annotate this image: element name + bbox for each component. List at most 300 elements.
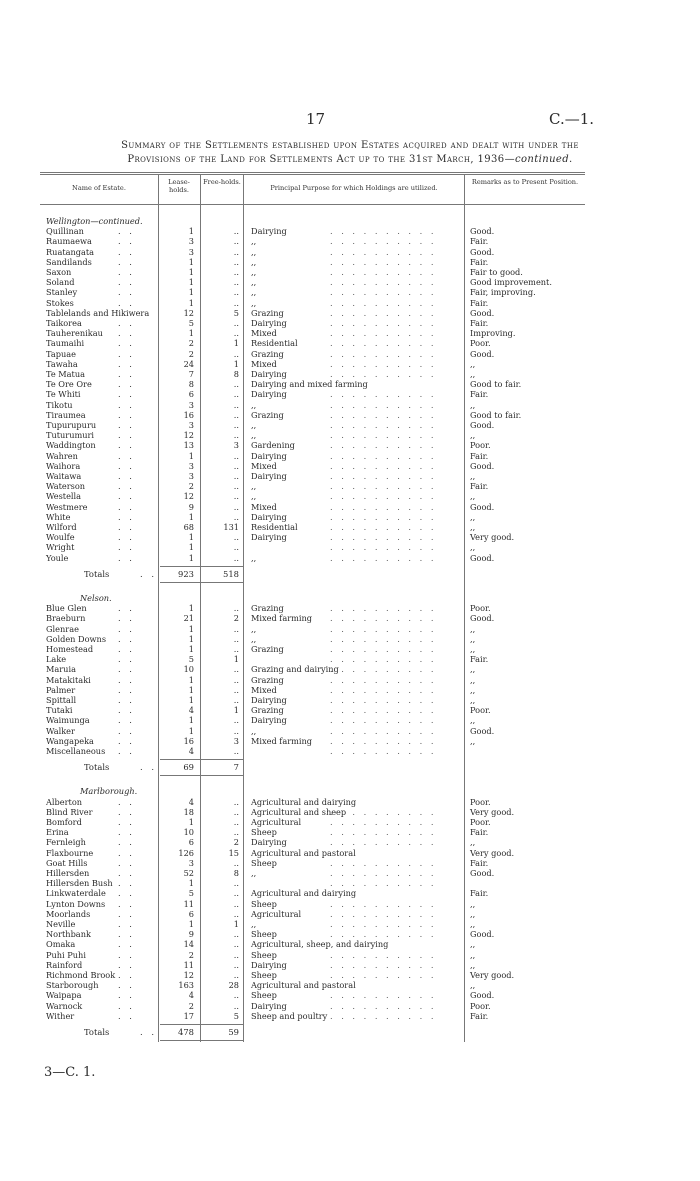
freeholds-value: .. (233, 511, 239, 522)
leader-dots: . . (118, 817, 135, 827)
estate-name: Waimunga (46, 715, 90, 726)
purpose-value: Dairying (251, 369, 287, 379)
leaseholds-value: 10 (183, 664, 194, 675)
leader-dots: . . (118, 471, 135, 481)
leader-dots: . . . . . . . . . . (330, 287, 437, 298)
leaseholds-value: 1 (188, 674, 194, 685)
table-row (40, 502, 585, 512)
remark-value: Fair to good. (470, 267, 523, 277)
leader-dots: . . . . . . . . . . (330, 246, 437, 257)
freeholds-value: .. (233, 878, 239, 889)
table-row (40, 817, 585, 827)
table-row (40, 491, 585, 501)
leaseholds-value: 5 (188, 318, 194, 328)
leader-dots: . . . . . . . . . . (330, 674, 437, 685)
leader-dots: . . . . . . . . . . (330, 491, 437, 502)
table-row (40, 532, 585, 542)
document-code: C.—1. (549, 110, 595, 128)
leaseholds-value: 1 (188, 644, 194, 654)
purpose-value: Sheep (251, 827, 277, 838)
remark-value: Good improvement. (470, 277, 552, 288)
title-continued: continued. (514, 154, 573, 165)
table-row (40, 878, 585, 888)
leader-dots: . . . . . . . . . . (330, 929, 437, 940)
estate-name: Tupurupuru (46, 420, 97, 430)
leaseholds-value: 5 (188, 888, 194, 899)
leaseholds-value: 3 (188, 246, 194, 257)
freeholds-value: .. (233, 226, 239, 237)
leader-dots: . . (118, 389, 135, 400)
purpose-value: Grazing (251, 307, 284, 318)
purpose-value: ,, (251, 236, 257, 247)
table-row (40, 461, 585, 471)
remark-value: Fair. (470, 654, 489, 665)
leaseholds-value: 6 (188, 389, 194, 400)
purpose-value: ,, (251, 297, 257, 308)
freeholds-value: 1 (233, 654, 239, 665)
leaseholds-value: 16 (183, 735, 194, 746)
leader-dots: . . . . . . . . . . (330, 746, 437, 756)
leader-dots: . . (118, 837, 135, 848)
estate-name: Tutaki (46, 705, 73, 716)
totals-label: Totals (84, 1027, 110, 1037)
estate-name: Richmond Brook (46, 970, 116, 980)
table-row (40, 899, 585, 909)
table-row (40, 389, 585, 399)
remark-value: ,, (470, 644, 476, 654)
purpose-value: Dairying (251, 532, 287, 543)
leader-dots: . . (118, 949, 135, 960)
totals-freeholds: 7 (233, 762, 239, 773)
table-row (40, 287, 585, 297)
estate-name: Te Ore Ore (46, 379, 92, 390)
estate-name: Tiraumea (46, 409, 86, 420)
leader-dots: . . (118, 440, 135, 451)
remark-value: ,, (470, 369, 476, 379)
estate-name: Spittall (46, 695, 77, 705)
freeholds-value: 1 (233, 358, 239, 369)
table-row (40, 318, 585, 328)
table-title-line-1: Summary of the Settlements established upon Estates acquired and dealt with under the (121, 140, 579, 151)
table-row (40, 848, 585, 858)
leaseholds-value: 1 (188, 603, 194, 614)
table-row (40, 736, 585, 746)
leader-dots: . . (118, 919, 135, 929)
freeholds-value: .. (233, 491, 239, 502)
leader-dots: . . . . . . . . . . (330, 552, 437, 563)
totals-top-rule (160, 759, 244, 760)
leader-dots: . . . . . . . . . . (330, 725, 437, 736)
leader-dots: . . (118, 623, 135, 634)
freeholds-value: .. (233, 297, 239, 308)
remark-value: Fair. (470, 297, 489, 308)
leader-dots: . . (118, 511, 135, 522)
remark-value: Good. (470, 929, 495, 940)
table-row (40, 634, 585, 644)
freeholds-value: 1 (233, 919, 239, 929)
purpose-value: Agricultural (251, 817, 302, 827)
table-row (40, 451, 585, 461)
table-row (40, 1011, 585, 1021)
estate-name: Moorlands (46, 908, 91, 919)
remark-value: ,, (470, 430, 476, 441)
freeholds-value: .. (233, 460, 239, 471)
purpose-value: Mixed (251, 501, 277, 512)
remark-value: Poor. (470, 440, 491, 451)
leader-dots: . . (118, 338, 135, 349)
remark-value: Good. (470, 990, 495, 1001)
estate-name: Hillersden Bush (46, 878, 113, 889)
freeholds-value: .. (233, 664, 239, 675)
leader-dots: . . (140, 1027, 157, 1037)
leader-dots: . . (118, 246, 135, 257)
remark-value: ,, (470, 919, 476, 929)
leader-dots: . . (118, 1000, 135, 1011)
estate-name: Soland (46, 277, 75, 288)
leader-dots: . . . . . . . . . . (330, 399, 437, 410)
freeholds-value: 1 (233, 338, 239, 349)
remark-value: ,, (470, 633, 476, 644)
leaseholds-value: 1 (188, 532, 194, 543)
remark-value: ,, (470, 715, 476, 726)
purpose-value: Mixed farming (251, 613, 313, 624)
purpose-value: Mixed farming (251, 735, 313, 746)
leader-dots: . . (118, 633, 135, 644)
remark-value: ,, (470, 695, 476, 705)
freeholds-value: .. (233, 389, 239, 400)
estate-name: Neville (46, 919, 76, 929)
estate-name: Westella (46, 491, 82, 502)
estate-name: Waipapa (46, 990, 82, 1001)
remark-value: Good. (470, 501, 495, 512)
leader-dots: . . (118, 695, 135, 705)
leader-dots: . . . . . . . . . . (330, 532, 437, 543)
leader-dots: . . . . . . . . . . (330, 1010, 437, 1021)
table-row (40, 644, 585, 654)
leaseholds-value: 3 (188, 460, 194, 471)
leader-dots: . . . . . . . . . . (330, 837, 437, 848)
totals-label: Totals (84, 762, 110, 773)
freeholds-value: .. (233, 552, 239, 563)
table-row (40, 481, 585, 491)
leaseholds-value: 1 (188, 695, 194, 705)
table-row (40, 929, 585, 939)
purpose-value: Dairying (251, 959, 287, 970)
table-title-line-2 (0, 154, 700, 165)
purpose-value: Agricultural and dairying (251, 796, 357, 807)
remark-value: Poor. (470, 603, 491, 614)
leader-dots: . . (118, 746, 135, 756)
leader-dots: . . (118, 888, 135, 899)
leader-dots: . . (118, 970, 135, 980)
estate-name: Westmere (46, 501, 88, 512)
title-line-2-text: Provisions of the Land for Settlements Act up to the 31st March, 1936— (127, 154, 515, 165)
remark-value: Good. (470, 348, 495, 359)
remark-value: ,, (470, 674, 476, 685)
table-row (40, 858, 585, 868)
purpose-value: Grazing (251, 674, 284, 685)
leader-dots: . . . . . . . . . . (330, 511, 437, 522)
remark-value: Very good. (470, 970, 515, 980)
leader-dots: . . (118, 898, 135, 909)
estate-name: Wangapeka (46, 735, 94, 746)
leader-dots: . . (118, 674, 135, 685)
leaseholds-value: 3 (188, 236, 194, 247)
remark-value: Fair, improving. (470, 287, 536, 298)
remark-value: ,, (470, 949, 476, 960)
estate-name: Warnock (46, 1000, 83, 1011)
purpose-value: Mixed (251, 358, 277, 369)
table-row (40, 257, 585, 267)
estate-name: Sandilands (46, 256, 92, 267)
purpose-value: Agricultural and sheep (251, 806, 347, 817)
purpose-value: Dairying and mixed farming (251, 379, 368, 390)
remark-value: ,, (470, 908, 476, 919)
estate-name: Blind River (46, 806, 93, 817)
table-row (40, 868, 585, 878)
freeholds-value: .. (233, 908, 239, 919)
estate-name: Waddington (46, 440, 96, 451)
table-row (40, 338, 585, 348)
leader-dots: . . (140, 568, 157, 579)
table-row (40, 664, 585, 674)
leader-dots: . . (118, 409, 135, 420)
purpose-value: Sheep (251, 949, 277, 960)
leader-dots: . . . . . . . . . . (330, 450, 437, 461)
purpose-value: Dairying (251, 471, 287, 481)
table-top-rule (40, 172, 585, 173)
leaseholds-value: 11 (183, 959, 194, 970)
leader-dots: . . . . . . . . . . (330, 348, 437, 359)
freeholds-value: .. (233, 990, 239, 1001)
leader-dots: . . (118, 929, 135, 940)
leaseholds-value: 52 (183, 868, 194, 878)
leader-dots: . . (118, 980, 135, 991)
freeholds-value: .. (233, 796, 239, 807)
freeholds-value: .. (233, 379, 239, 390)
leader-dots: . . . . . . . . . . (330, 664, 437, 675)
leader-dots: . . (118, 939, 135, 950)
leader-dots: . . . . . . . . . . (330, 695, 437, 705)
estate-name: Stanley (46, 287, 78, 298)
leader-dots: . . (118, 542, 135, 553)
leaseholds-value: 1 (188, 511, 194, 522)
purpose-value: Mixed (251, 328, 277, 339)
remark-value: Fair. (470, 827, 489, 838)
freeholds-value: .. (233, 481, 239, 492)
estate-name: Homestead (46, 644, 94, 654)
estate-name: Tauherenikau (46, 328, 103, 339)
remark-value: Poor. (470, 1000, 491, 1011)
leader-dots: . . . . . . . . . . (330, 908, 437, 919)
leader-dots: . . . . . . . . . . (330, 633, 437, 644)
table-row (40, 603, 585, 613)
table-row (40, 379, 585, 389)
leaseholds-value: 4 (188, 705, 194, 716)
leader-dots: . . (118, 684, 135, 695)
table-row (40, 308, 585, 318)
leaseholds-value: 2 (188, 949, 194, 960)
table-row (40, 542, 585, 552)
estate-name: Taikorea (46, 318, 82, 328)
freeholds-value: .. (233, 409, 239, 420)
leader-dots: . . (140, 762, 157, 773)
table-row (40, 430, 585, 440)
purpose-value: Grazing (251, 705, 284, 716)
leaseholds-value: 1 (188, 277, 194, 288)
purpose-value: Agricultural and dairying (251, 888, 357, 899)
section-heading: Wellington—continued. (46, 216, 143, 226)
leader-dots: . . (118, 318, 135, 328)
leaseholds-value: 3 (188, 399, 194, 410)
freeholds-value: .. (233, 287, 239, 298)
purpose-value: Residential (251, 338, 298, 349)
table-row (40, 695, 585, 705)
remark-value: ,, (470, 542, 476, 553)
estate-name: Erina (46, 827, 69, 838)
freeholds-value: 5 (233, 307, 239, 318)
leader-dots: . . . . . . . . . . (330, 297, 437, 308)
remark-value: Good. (470, 552, 495, 563)
table-row (40, 359, 585, 369)
purpose-value: ,, (251, 246, 257, 257)
table-row (40, 980, 585, 990)
leader-dots: . . . . . . . . . . (330, 705, 437, 716)
estate-name: Golden Downs (46, 633, 107, 644)
totals-bottom-rule (160, 582, 244, 583)
table-row (40, 512, 585, 522)
estate-name: Northbank (46, 929, 91, 940)
table-row (40, 726, 585, 736)
remark-value: ,, (470, 522, 476, 532)
leader-dots: . . . . . . . . . . (330, 318, 437, 328)
estate-name: Goat Hills (46, 857, 88, 868)
purpose-value: Agricultural and pastoral (251, 980, 356, 991)
remark-value: Fair. (470, 236, 489, 247)
leader-dots: . . (118, 369, 135, 379)
leader-dots: . . (118, 735, 135, 746)
leader-dots: . . . . . . . . . . (330, 715, 437, 726)
estate-name: Rainford (46, 959, 83, 970)
leaseholds-value: 9 (188, 929, 194, 940)
leaseholds-value: 4 (188, 990, 194, 1001)
remark-value: Good. (470, 460, 495, 471)
leader-dots: . . . . . . . . . . (330, 358, 437, 369)
remark-value: Poor. (470, 705, 491, 716)
leaseholds-value: 1 (188, 287, 194, 298)
estate-name: Quillinan (46, 226, 84, 237)
leaseholds-value: 68 (183, 522, 194, 532)
header-freeholds: Free-holds. (203, 178, 241, 186)
estate-name: Ruatangata (46, 246, 95, 257)
freeholds-value: 5 (233, 1010, 239, 1021)
freeholds-value: 3 (233, 440, 239, 451)
leaseholds-value: 11 (183, 898, 194, 909)
freeholds-value: 8 (233, 369, 239, 379)
remark-value: Good. (470, 307, 495, 318)
purpose-value: Mixed (251, 684, 277, 695)
estate-name: Blue Glen (46, 603, 87, 614)
purpose-value: ,, (251, 430, 257, 441)
remark-value: Fair. (470, 888, 489, 899)
estate-name: Tuturumuri (46, 430, 95, 441)
leader-dots: . . (118, 358, 135, 369)
freeholds-value: .. (233, 430, 239, 441)
estate-name: Wright (46, 542, 75, 553)
leader-dots: . . (118, 532, 135, 543)
freeholds-value: .. (233, 746, 239, 756)
leaseholds-value: 163 (178, 980, 194, 991)
freeholds-value: .. (233, 684, 239, 695)
totals-row (40, 762, 585, 772)
leader-dots: . . . . . . . . . . (330, 919, 437, 929)
leader-dots: . . . . . . . . . . (330, 644, 437, 654)
freeholds-value: .. (233, 949, 239, 960)
leader-dots: . . (118, 857, 135, 868)
table-row (40, 247, 585, 257)
estate-name: White (46, 511, 71, 522)
leader-dots: . . (118, 287, 135, 298)
remark-value: Fair. (470, 256, 489, 267)
leader-dots: . . (118, 267, 135, 277)
leaseholds-value: 3 (188, 471, 194, 481)
purpose-value: ,, (251, 491, 257, 502)
remark-value: Fair. (470, 481, 489, 492)
leader-dots: . . (118, 297, 135, 308)
remark-value: Good to fair. (470, 409, 522, 420)
purpose-value: Residential (251, 522, 298, 532)
purpose-value: Dairying (251, 511, 287, 522)
leader-dots: . . (118, 481, 135, 492)
freeholds-value: 8 (233, 868, 239, 878)
leaseholds-value: 7 (188, 369, 194, 379)
estate-name: Taumaihi (46, 338, 85, 349)
leaseholds-value: 8 (188, 379, 194, 390)
purpose-value: Grazing (251, 603, 284, 614)
totals-row (40, 569, 585, 579)
purpose-value: Sheep (251, 970, 277, 980)
totals-bottom-rule (160, 1040, 244, 1041)
header-name-of-estate: Name of Estate. (72, 184, 126, 192)
estate-name: Lake (46, 654, 67, 665)
leaseholds-value: 4 (188, 796, 194, 807)
freeholds-value: .. (233, 888, 239, 899)
purpose-value: ,, (251, 256, 257, 267)
table-row (40, 298, 585, 308)
leader-dots: . . (118, 806, 135, 817)
estate-name: Saxon (46, 267, 72, 277)
leader-dots: . . . . . . . . . . (330, 267, 437, 277)
estate-name: Stokes (46, 297, 74, 308)
leader-dots: . . (118, 664, 135, 675)
remark-value: Poor. (470, 338, 491, 349)
leaseholds-value: 1 (188, 878, 194, 889)
leader-dots: . . . . . . . . . . (330, 369, 437, 379)
purpose-value: Grazing and dairying (251, 664, 339, 675)
purpose-value: ,, (251, 287, 257, 298)
leaseholds-value: 2 (188, 481, 194, 492)
table-row (40, 420, 585, 430)
freeholds-value: .. (233, 277, 239, 288)
freeholds-value: .. (233, 827, 239, 838)
estate-name: Waterson (46, 481, 86, 492)
leader-dots: . . . . . . . . . . (330, 898, 437, 909)
freeholds-value: .. (233, 623, 239, 634)
remark-value: ,, (470, 471, 476, 481)
leaseholds-value: 10 (183, 827, 194, 838)
leader-dots: . . (118, 226, 135, 237)
leader-dots: . . (118, 654, 135, 665)
